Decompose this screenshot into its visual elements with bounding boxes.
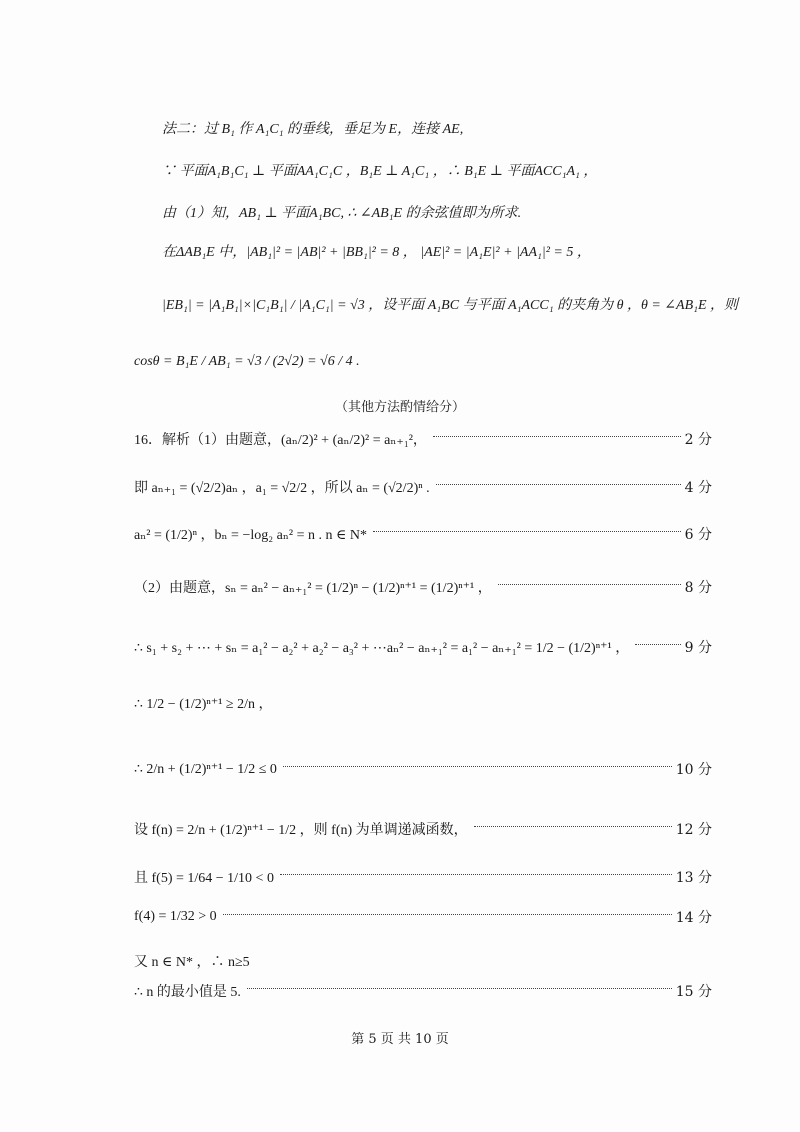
step-score: 13 分 — [675, 870, 712, 886]
solution-step-4 — [134, 574, 712, 600]
step-text: aₙ² = (1/2)ⁿ ，bₙ = −log₂ aₙ² = n . n ∈ N* — [134, 528, 367, 543]
step-text: （2）由题意，sₙ = aₙ² − aₙ₊₁² = (1/2)ⁿ − (1/2)ⁿ⁺¹ = (1/2)ⁿ⁺¹ ， — [134, 581, 492, 596]
step-text: ∴ 1/2 − (1/2)ⁿ⁺¹ ≥ 2/n ， — [134, 697, 273, 712]
step-text: ∴ 2/n + (1/2)ⁿ⁺¹ − 1/2 ≤ 0 — [134, 761, 277, 777]
step-score: 9 分 — [684, 640, 712, 656]
leader-dots — [223, 914, 672, 915]
step-text: ∴ n 的最小值是 5. — [134, 985, 241, 1000]
step-score: 12 分 — [675, 822, 712, 838]
step-score: 6 分 — [684, 527, 712, 543]
solution-step-10 — [134, 904, 712, 930]
step-text: 且 f(5) = 1/64 − 1/10 < 0 — [134, 871, 274, 886]
step-score: 15 分 — [675, 984, 712, 1000]
step-text: f(4) = 1/32 > 0 — [134, 909, 217, 924]
leader-dots — [280, 874, 672, 875]
page-footer: 第 5 页 共 10 页 — [351, 1032, 449, 1047]
step-text: 又 n ∈ N* ，∴ n≥5 — [134, 955, 250, 970]
scoring-note: （其他方法酌情给分） — [334, 400, 465, 415]
method2-line-4: 在ΔAB₁E 中，|AB₁|² = |AB|² + |BB₁|² = 8 ， |AE|² = |A₁E|² + |AA₁|² = 5 ， — [162, 245, 591, 260]
step-text: 16．解析（1）由题意，(aₙ/2)² + (aₙ/2)² = aₙ₊₁²， — [134, 433, 427, 448]
leader-dots — [433, 436, 681, 437]
leader-dots — [635, 644, 680, 645]
solution-step-6 — [134, 690, 712, 716]
solution-step-12 — [134, 978, 712, 1004]
solution-step-3 — [134, 521, 712, 547]
step-text: 即 aₙ₊₁ = (√2/2)aₙ ，a₁ = √2/2 ，所以 aₙ = (√2/2)ⁿ . — [134, 481, 430, 496]
step-score: 10 分 — [675, 762, 712, 778]
solution-step-11 — [134, 948, 712, 974]
solution-step-8 — [134, 816, 712, 842]
leader-dots — [247, 988, 672, 989]
step-text: 设 f(n) = 2/n + (1/2)ⁿ⁺¹ − 1/2 ，则 f(n) 为单调递减函数， — [134, 823, 468, 838]
leader-dots — [373, 531, 681, 532]
solution-step-1 — [134, 426, 712, 452]
solution-step-5 — [134, 634, 712, 660]
method2-line-5: |EB₁| = |A₁B₁|×|C₁B₁| / |A₁C₁| = √3 ，设平面 A₁BC 与平面 A₁ACC₁ 的夹角为 θ ，θ = ∠AB₁E ，则 — [162, 298, 739, 313]
solution-step-7 — [134, 756, 712, 782]
method2-line-2: ∵ 平面A₁B₁C₁ ⊥ 平面AA₁C₁C ，B₁E ⊥ A₁C₁ ，∴ B₁E ⊥ 平面ACC₁A₁ ， — [162, 164, 598, 179]
method2-line-6: cosθ = B₁E / AB₁ = √3 / (2√2) = √6 / 4 . — [134, 354, 360, 369]
method2-line-3: 由（1）知，AB₁ ⊥ 平面A₁BC, ∴ ∠AB₁E 的余弦值即为所求. — [162, 206, 522, 221]
method2-line-1: 法二：过 B₁ 作 A₁C₁ 的垂线，垂足为 E，连接 AE, — [162, 122, 464, 137]
step-text: ∴ s₁ + s₂ + ⋯ + sₙ = a₁² − a₂² + a₂² − a₃² + ⋯aₙ² − aₙ₊₁² = a₁² − aₙ₊₁² = 1/2 − (1/2)ⁿ⁺¹ ， — [134, 641, 630, 656]
solution-step-9 — [134, 864, 712, 890]
step-score: 2 分 — [684, 432, 712, 448]
leader-dots — [498, 584, 681, 585]
leader-dots — [474, 826, 672, 827]
leader-dots — [283, 766, 672, 767]
step-score: 4 分 — [684, 480, 712, 496]
leader-dots — [436, 484, 681, 485]
solution-step-2 — [134, 474, 712, 500]
step-score: 14 分 — [675, 910, 712, 926]
step-score: 8 分 — [684, 580, 712, 596]
